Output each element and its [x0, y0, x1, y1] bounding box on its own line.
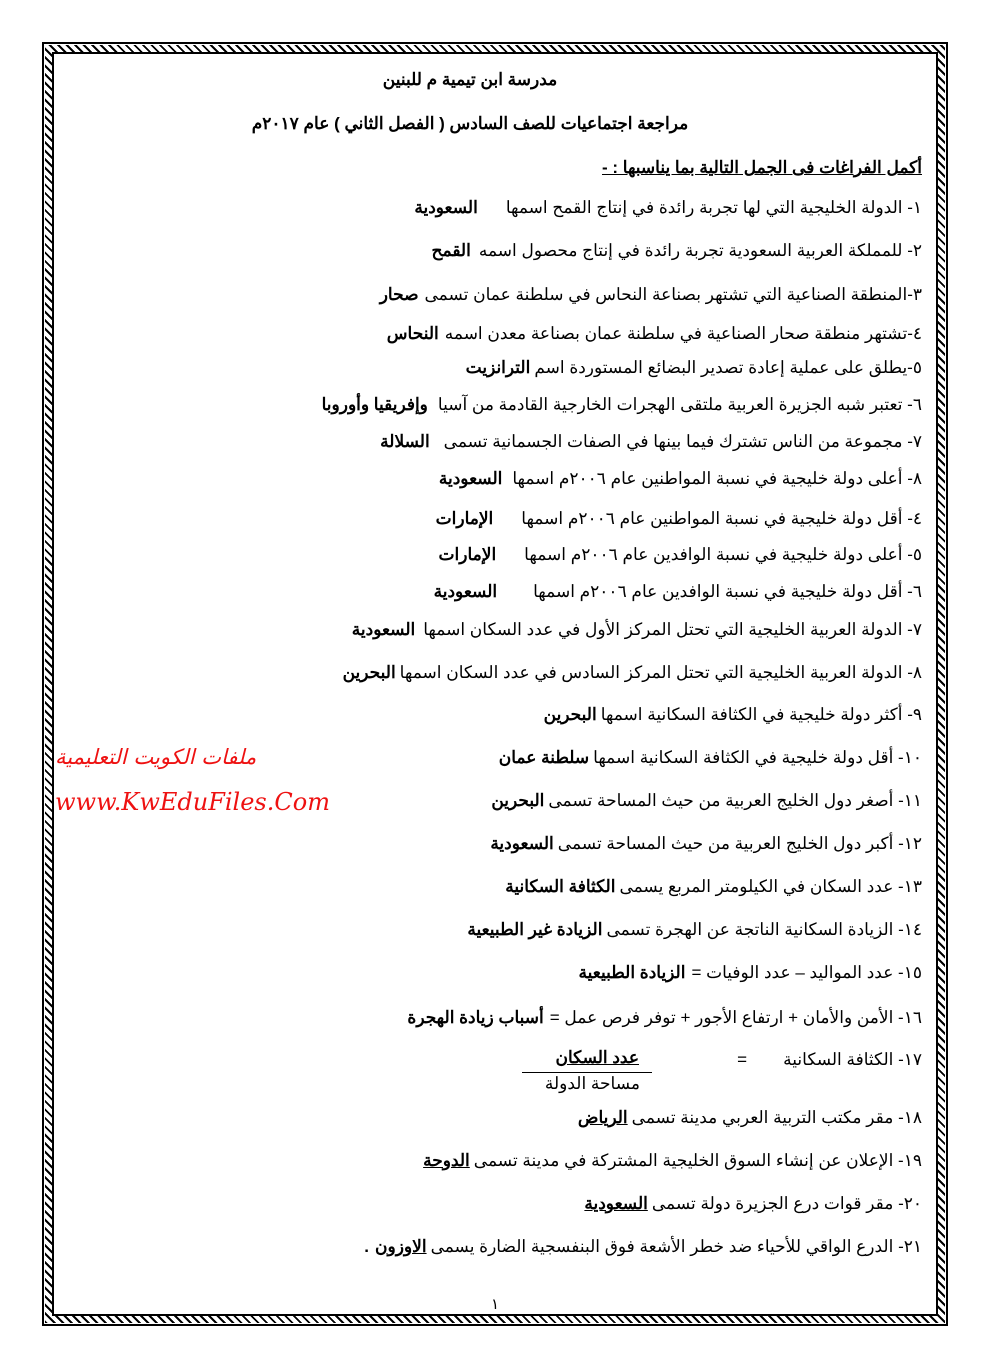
question-line: ٤-تشتهر منطقة صحار الصناعية في سلطنة عمان بصناعة معدن اسمهالنحاس — [386, 324, 922, 343]
answer: السعودية — [414, 198, 478, 217]
answer: وإفريقيا وأوروبا — [321, 395, 428, 414]
answer: سلطنة عمان — [498, 748, 590, 767]
question-line: ٨- الدولة العربية الخليجية التي تحتل المركز السادس في عدد السكان اسمهاالبحرين — [342, 663, 922, 682]
formula-numerator: عدد السكان — [555, 1048, 639, 1067]
answer: الكثافة السكانية — [505, 877, 616, 896]
document-title: مراجعة اجتماعيات للصف السادس ( الفصل الثاني ) عام ٢٠١٧م — [251, 114, 689, 133]
answer: الزيادة غير الطبيعية — [467, 920, 603, 939]
question-line: ١٣- عدد السكان في الكيلومتر المربع يسمىالكثافة السكانية — [505, 877, 922, 896]
answer: أسباب زيادة الهجرة — [407, 1008, 544, 1027]
answer: الترانزيت — [465, 358, 531, 377]
answer: البحرين — [342, 663, 396, 682]
question-line: ١٤- الزيادة السكانية الناتجة عن الهجرة تسمىالزيادة غير الطبيعية — [467, 920, 922, 939]
answer: صحار — [379, 285, 419, 304]
answer: الإمارات — [435, 509, 494, 528]
answer: البحرين — [491, 791, 545, 810]
question-line: ٢- للمملكة العربية السعودية تجربة رائدة في إنتاج محصول اسمهالقمح — [431, 241, 922, 260]
question-line: ١- الدولة الخليجية التي لها تجربة رائدة في إنتاج القمح اسمهاالسعودية — [414, 198, 922, 217]
answer: السعودية — [438, 469, 503, 488]
answer: البحرين — [543, 705, 597, 724]
question-line: ١٢- أكبر دول الخليج العربية من حيث المساحة تسمىالسعودية — [490, 834, 922, 853]
question-line: ٤- أقل دولة خليجية في نسبة المواطنين عام ٢٠٠٦م اسمهاالإمارات — [435, 509, 922, 528]
document-page — [60, 60, 930, 1313]
question-line: ٣-المنطقة الصناعية التي تشتهر بصناعة النحاس في سلطنة عمان تسمىصحار — [379, 285, 922, 304]
question-line: ٦- أقل دولة خليجية في نسبة الوافدين عام ٢٠٠٦م اسمهاالسعودية — [433, 582, 922, 601]
answer: السعودية — [433, 582, 498, 601]
instruction-heading: أكمل الفراغات فى الجمل التالية بما يناسبها : - — [602, 158, 922, 177]
question-line: ١٥- عدد المواليد – عدد الوفيات =الزيادة الطبيعية — [578, 963, 922, 982]
question-line: ٥- أعلى دولة خليجية في نسبة الوافدين عام ٢٠٠٦م اسمهاالإمارات — [438, 545, 922, 564]
answer: الرياض — [577, 1108, 628, 1127]
question-line: ٨- أعلى دولة خليجية في نسبة المواطنين عام ٢٠٠٦م اسمهاالسعودية — [438, 469, 922, 488]
answer: السعودية — [584, 1194, 648, 1213]
answer: الإمارات — [438, 545, 497, 564]
density-formula — [402, 1050, 922, 1100]
question-line: ٧- مجموعة من الناس تشترك فيما بينها في الصفات الجسمانية تسمىالسلالة — [380, 432, 922, 451]
answer: القمح — [431, 241, 471, 260]
question-line: ٩- أكثر دولة خليجية في الكثافة السكانية اسمهاالبحرين — [543, 705, 922, 724]
formula-equals: = — [737, 1050, 747, 1069]
fraction-bar — [522, 1072, 652, 1073]
answer: الزيادة الطبيعية — [578, 963, 686, 982]
answer: النحاس — [386, 324, 439, 343]
question-line: ٥-يطلق على عملية إعادة تصدير البضائع المستوردة اسمالترانزيت — [465, 358, 922, 377]
question-line: ٢٠- مقر قوات درع الجزيرة دولة تسمىالسعودية — [584, 1194, 922, 1213]
formula-denominator: مساحة الدولة — [544, 1074, 640, 1093]
question-line: ١٨- مقر مكتب التربية العربي مدينة تسمىالرياض — [577, 1108, 922, 1127]
formula-label: ١٧- الكثافة السكانية — [783, 1050, 922, 1069]
question-line: ١١- أصغر دول الخليج العربية من حيث المساحة تسمىالبحرين — [491, 791, 922, 810]
page-number: ١ — [490, 1296, 500, 1313]
school-name: مدرسة ابن تيمية م للبنين — [382, 70, 558, 89]
question-line: ١٦- الأمن والأمان + ارتفاع الأجور + توفر فرص عمل =أسباب زيادة الهجرة — [407, 1008, 922, 1027]
question-line: ٦- تعتبر شبه الجزيرة العربية ملتقى الهجرات الخارجية القادمة من آسياوإفريقيا وأوروبا — [321, 395, 922, 414]
question-line: ٢١- الدرع الواقي للأحياء ضد خطر الأشعة فوق البنفسجية الضارة يسمىالاوزون. — [364, 1237, 922, 1256]
question-line: ٧- الدولة العربية الخليجية التي تحتل المركز الأول في عدد السكان اسمهاالسعودية — [351, 620, 922, 639]
answer: الدوحة — [423, 1151, 470, 1170]
question-line: ١٠- أقل دولة خليجية في الكثافة السكانية اسمهاسلطنة عمان — [498, 748, 922, 767]
answer: السعودية — [490, 834, 554, 853]
answer: السلالة — [380, 432, 430, 451]
answer: السعودية — [351, 620, 416, 639]
answer: الاوزون — [375, 1237, 427, 1256]
watermark-arabic: ملفات الكويت التعليمية — [55, 745, 257, 769]
question-line: ١٩- الإعلان عن إنشاء السوق الخليجية المشتركة في مدينة تسمىالدوحة — [423, 1151, 922, 1170]
watermark-url: www.KwEduFiles.Com — [55, 788, 330, 816]
